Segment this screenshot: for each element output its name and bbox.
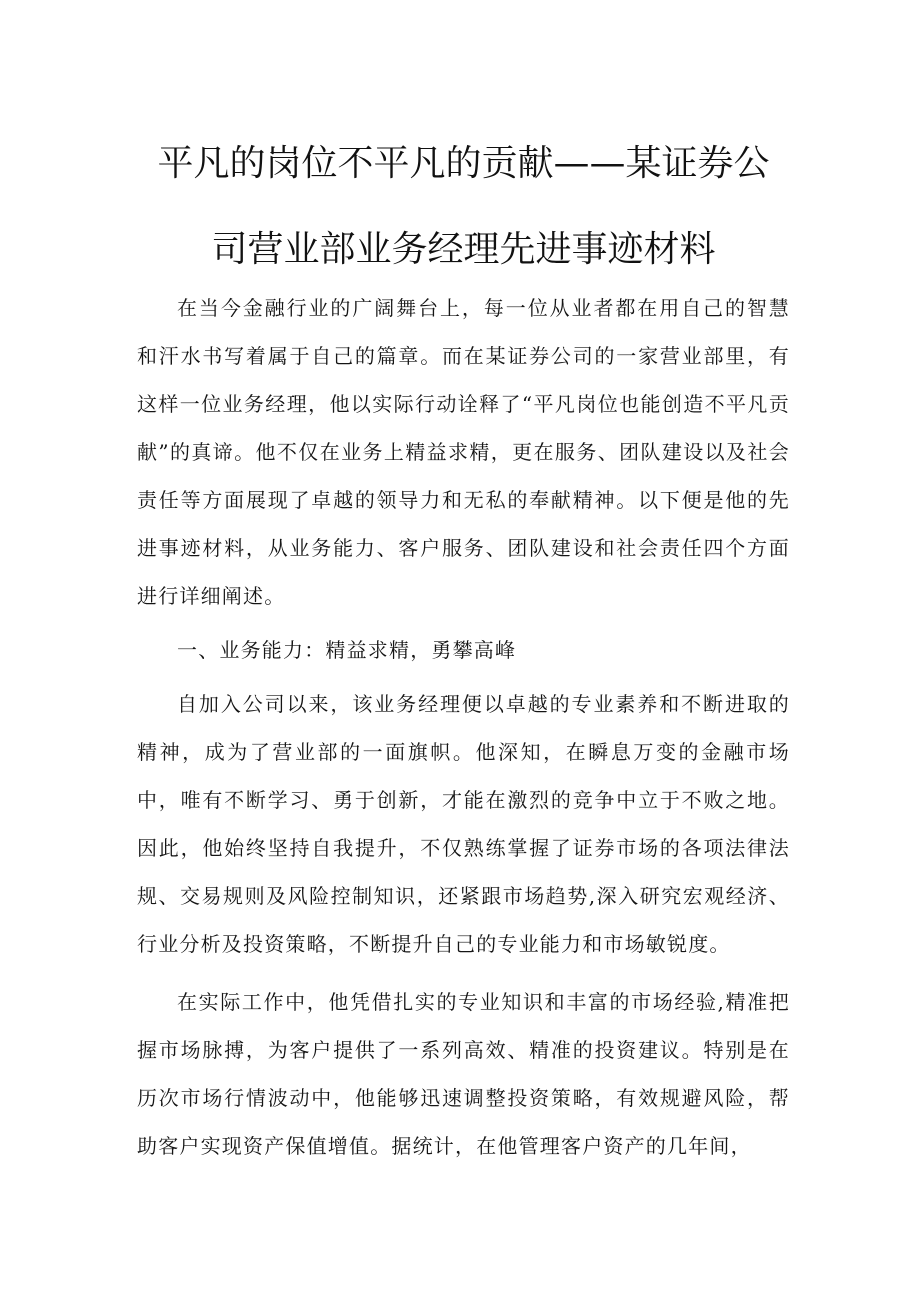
body-paragraph-1: 自加入公司以来，该业务经理便以卓越的专业素养和不断进取的精神，成为了营业部的一面旗帜。他深知，在瞬息万变的金融市场中，唯有不断学习、勇于创新，才能在激烈的竞争中立于不败之地。因此，他始终坚持自我提升，不仅熟练掌握了证券市场的各项法律法规、交易规则及风险控制知识，还紧跟市场趋势,深入研究宏观经济、行业分析及投资策略，不断提升自己的专业能力和市场敏锐度。 — [137, 692, 790, 956]
section-heading-1: 一、业务能力：精益求精，勇攀高峰 — [177, 638, 517, 662]
document-title — [137, 140, 790, 274]
title-line-2: 司营业部业务经理先进事迹材料 — [211, 229, 716, 270]
spacer — [137, 968, 790, 978]
title-line-1: 平凡的岗位不平凡的贡献——某证券公 — [157, 143, 770, 184]
intro-paragraph: 在当今金融行业的广阔舞台上，每一位从业者都在用自己的智慧和汗水书写着属于自己的篇章。而在某证券公司的一家营业部里，有这样一位业务经理，他以实际行动诠释了“平凡岗位也能创造不平凡贡献”的真谛。他不仅在业务上精益求精，更在服务、团队建设以及社会责任等方面展现了卓越的领导力和无私的奉献精神。以下便是他的先进事迹材料，从业务能力、客户服务、团队建设和社会责任四个方面进行详细阐述。 — [137, 296, 790, 608]
body-paragraph-2: 在实际工作中，他凭借扎实的专业知识和丰富的市场经验,精准把握市场脉搏，为客户提供了一系列高效、精准的投资建议。特别是在历次市场行情波动中，他能够迅速调整投资策略，有效规避风险，帮助客户实现资产保值增值。据统计，在他管理客户资产的几年间， — [137, 990, 790, 1158]
